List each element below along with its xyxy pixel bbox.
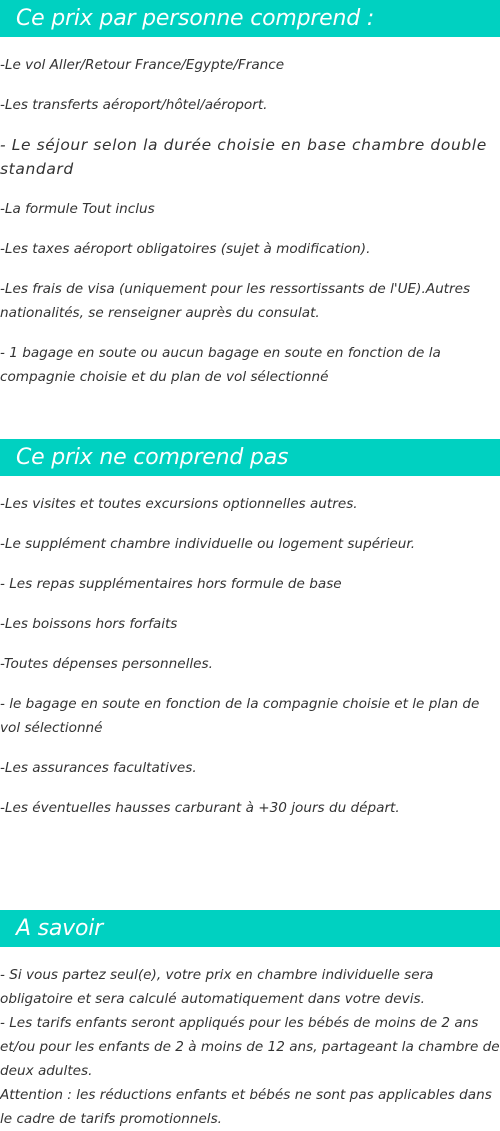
section-a-savoir bbox=[0, 910, 500, 1131]
excludes-list bbox=[0, 476, 500, 820]
list-item: -Les taxes aéroport obligatoires (sujet à modification). bbox=[0, 241, 371, 257]
list-item: -Les éventuelles hausses carburant à +30 jours du départ. bbox=[0, 800, 400, 816]
section-includes bbox=[0, 0, 500, 405]
section-title: Ce prix par personne comprend : bbox=[16, 6, 375, 31]
list-item: -Les boissons hors forfaits bbox=[0, 616, 178, 632]
list-item: - Les tarifs enfants seront appliqués pour les bébés de moins de 2 ans et/ou pour les enfants de 2 à moins de 12 ans, partageant la chambre de deux adultes. bbox=[0, 1015, 500, 1079]
list-item: -Les visites et toutes excursions optionnelles autres. bbox=[0, 496, 358, 512]
section-title: A savoir bbox=[16, 916, 104, 941]
list-item: -Les transferts aéroport/hôtel/aéroport. bbox=[0, 97, 268, 113]
list-item: Attention : les réductions enfants et bébés ne sont pas applicables dans le cadre de tarifs promotionnels. bbox=[0, 1087, 492, 1127]
list-item: - le bagage en soute en fonction de la compagnie choisie et le plan de vol sélectionné bbox=[0, 696, 480, 736]
list-item: -Toutes dépenses personnelles. bbox=[0, 656, 213, 672]
a-savoir-list bbox=[0, 947, 500, 1131]
section-excludes bbox=[0, 439, 500, 836]
list-item: - Le séjour selon la durée choisie en base chambre double standard bbox=[0, 136, 487, 178]
section-title: Ce prix ne comprend pas bbox=[16, 445, 289, 470]
list-item: -Les frais de visa (uniquement pour les ressortissants de l'UE).Autres nationalités, se renseigner auprès du consulat. bbox=[0, 281, 471, 321]
list-item: -La formule Tout inclus bbox=[0, 201, 155, 217]
section-header bbox=[0, 910, 500, 947]
list-item: - 1 bagage en soute ou aucun bagage en soute en fonction de la compagnie choisie et du plan de vol sélectionné bbox=[0, 345, 441, 385]
list-item: -Le vol Aller/Retour France/Egypte/France bbox=[0, 57, 285, 73]
section-header bbox=[0, 0, 500, 37]
includes-list bbox=[0, 37, 500, 389]
list-item: - Si vous partez seul(e), votre prix en chambre individuelle sera obligatoire et sera calculé automatiquement dans votre devis. bbox=[0, 967, 434, 1007]
list-item: -Le supplément chambre individuelle ou logement supérieur. bbox=[0, 536, 416, 552]
list-item: -Les assurances facultatives. bbox=[0, 760, 197, 776]
list-item: - Les repas supplémentaires hors formule de base bbox=[0, 576, 342, 592]
section-header bbox=[0, 439, 500, 476]
